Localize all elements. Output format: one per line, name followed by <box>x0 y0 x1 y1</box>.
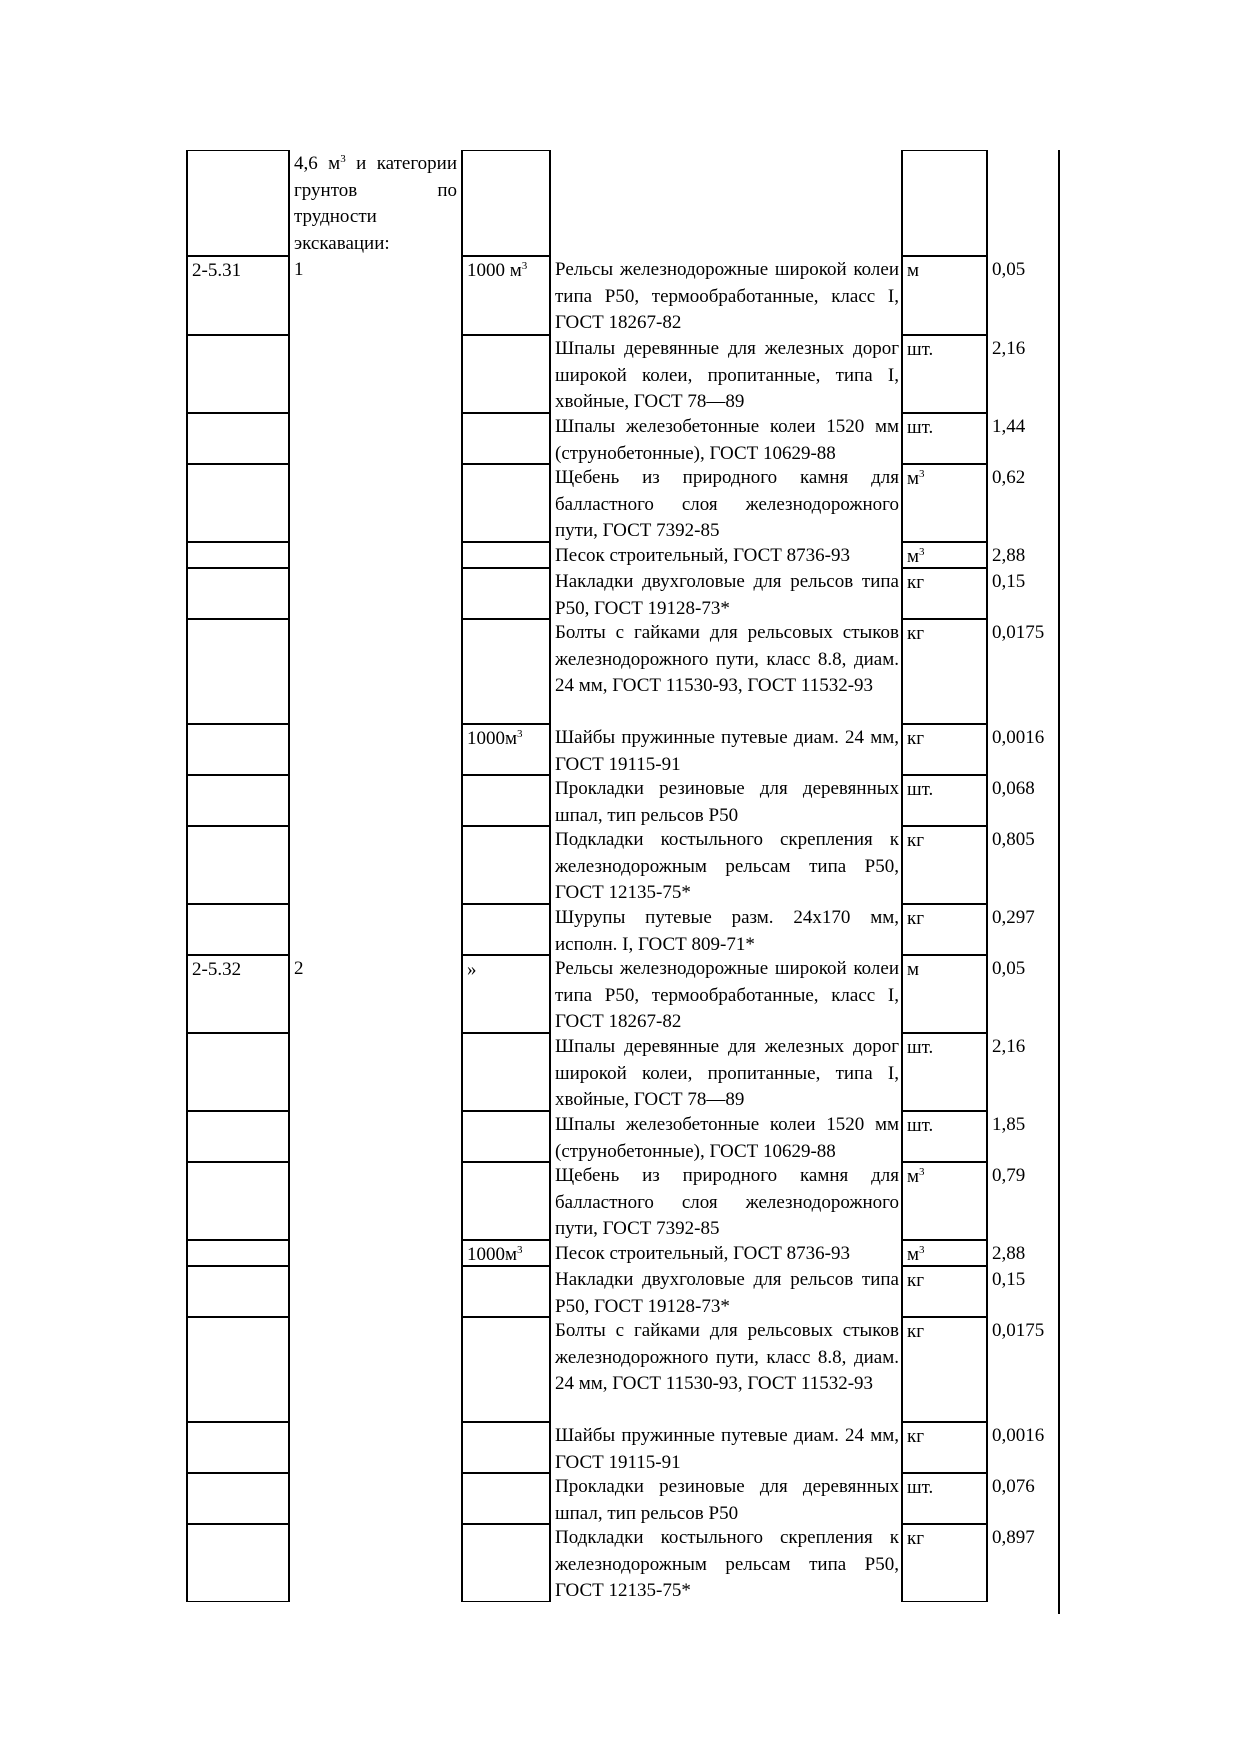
measure-cell-text: кг <box>907 623 925 644</box>
unit-cell <box>461 542 551 568</box>
material-cell <box>551 1240 901 1266</box>
code-cell <box>186 568 290 619</box>
category-cell <box>290 1111 461 1162</box>
material-cell <box>551 775 901 826</box>
code-cell <box>186 955 290 1033</box>
category-cell <box>290 464 461 542</box>
measure-cell <box>901 256 988 335</box>
material-cell <box>551 619 901 724</box>
unit-cell <box>461 775 551 826</box>
table-row <box>186 1524 1059 1602</box>
measure-cell-text: кг <box>907 908 925 929</box>
category-cell <box>290 619 461 724</box>
value-cell <box>988 1422 1059 1473</box>
table-row <box>186 1162 1059 1240</box>
category-cell <box>290 1162 461 1240</box>
category-cell <box>290 1240 461 1266</box>
category-cell <box>290 826 461 904</box>
category-cell <box>290 1422 461 1473</box>
value-cell <box>988 904 1059 955</box>
header-volume-sup: 3 <box>340 153 346 165</box>
unit-cell <box>461 464 551 542</box>
table-row <box>186 1033 1059 1111</box>
measure-cell-text: шт. <box>907 1115 934 1136</box>
unit-cell <box>461 724 551 775</box>
value-cell-text: 2,16 <box>992 1036 1026 1057</box>
value-cell-text: 1,85 <box>992 1114 1026 1135</box>
value-cell <box>988 1266 1059 1317</box>
measure-cell-text: кг <box>907 1528 925 1549</box>
table-row <box>186 568 1059 619</box>
measure-cell-text: кг <box>907 1321 925 1342</box>
value-cell-text: 0,62 <box>992 467 1026 488</box>
value-cell-text: 0,79 <box>992 1165 1026 1186</box>
code-cell <box>186 1240 290 1266</box>
category-cell <box>290 955 461 1033</box>
material-cell <box>551 1317 901 1422</box>
code-cell <box>186 413 290 464</box>
value-cell-text: 1,44 <box>992 416 1026 437</box>
header-volume: 4,6 м <box>294 153 341 174</box>
code-cell <box>186 1033 290 1111</box>
unit-cell-text: 1000м <box>467 728 518 749</box>
unit-cell-sup: 3 <box>517 1244 523 1256</box>
measure-cell <box>901 724 988 775</box>
material-cell <box>551 1266 901 1317</box>
material-cell <box>551 542 901 568</box>
table-row <box>186 619 1059 724</box>
table-header-row <box>186 150 1059 256</box>
unit-cell <box>461 904 551 955</box>
material-cell <box>551 335 901 413</box>
value-cell <box>988 1240 1059 1266</box>
value-cell-text: 0,897 <box>992 1527 1035 1548</box>
value-cell <box>988 542 1059 568</box>
code-cell <box>186 1524 290 1602</box>
material-cell-text: Шурупы путевые разм. 24х170 мм, исполн. I, ГОСТ 809-71* <box>555 907 899 955</box>
table-row <box>186 1111 1059 1162</box>
code-cell <box>186 464 290 542</box>
table-row <box>186 1240 1059 1266</box>
measure-cell-text: кг <box>907 572 925 593</box>
material-cell-text: Болты с гайками для рельсовых стыков железнодорожного пути, класс 8.8, диам. 24 мм, ГОСТ 11530-93, ГОСТ 11532-93 <box>555 1320 899 1394</box>
material-cell <box>551 568 901 619</box>
unit-cell-sup: 3 <box>517 728 523 740</box>
measure-cell <box>901 1317 988 1422</box>
category-cell <box>290 1524 461 1602</box>
table-row <box>186 1266 1059 1317</box>
measure-cell-text: шт. <box>907 779 934 800</box>
measure-cell-text: кг <box>907 1426 925 1447</box>
unit-cell-text: 1000 м <box>467 260 522 281</box>
measure-cell <box>901 568 988 619</box>
right-border-line <box>1058 150 1060 1614</box>
value-cell <box>988 955 1059 1033</box>
category-cell <box>290 568 461 619</box>
material-cell-text: Подкладки костыльного скрепления к железнодорожным рельсам типа Р50, ГОСТ 12135-75* <box>555 829 899 903</box>
table-body <box>186 256 1059 1602</box>
material-cell-text: Шайбы пружинные путевые диам. 24 мм, ГОСТ 19115-91 <box>555 727 899 775</box>
material-cell <box>551 256 901 335</box>
value-cell <box>988 413 1059 464</box>
measure-cell <box>901 464 988 542</box>
measure-cell-sup: 3 <box>919 546 925 558</box>
measure-cell <box>901 1524 988 1602</box>
unit-cell-text: » <box>467 959 477 980</box>
measure-cell <box>901 150 988 256</box>
material-cell-text: Шпалы деревянные для железных дорог широкой колеи, пропитанные, типа I, хвойные, ГОСТ 78—89 <box>555 1036 899 1110</box>
measure-cell-text: м <box>907 1166 920 1187</box>
measure-cell <box>901 413 988 464</box>
table-row <box>186 1473 1059 1524</box>
unit-cell <box>461 826 551 904</box>
unit-cell <box>461 1473 551 1524</box>
value-cell <box>988 1524 1059 1602</box>
measure-cell <box>901 619 988 724</box>
material-cell-text: Песок строительный, ГОСТ 8736-93 <box>555 545 850 566</box>
table-row <box>186 335 1059 413</box>
value-cell-text: 0,05 <box>992 958 1026 979</box>
code-cell <box>186 619 290 724</box>
value-cell-text: 0,297 <box>992 907 1035 928</box>
material-cell <box>551 150 901 256</box>
code-cell <box>186 1111 290 1162</box>
value-cell-text: 0,15 <box>992 571 1026 592</box>
unit-cell <box>461 1266 551 1317</box>
unit-cell <box>461 619 551 724</box>
measure-cell <box>901 1473 988 1524</box>
material-cell-text: Болты с гайками для рельсовых стыков железнодорожного пути, класс 8.8, диам. 24 мм, ГОСТ 11530-93, ГОСТ 11532-93 <box>555 622 899 696</box>
value-cell <box>988 1162 1059 1240</box>
measure-cell-text: кг <box>907 830 925 851</box>
unit-cell <box>461 955 551 1033</box>
measure-cell-text: м <box>907 546 920 567</box>
unit-cell <box>461 1033 551 1111</box>
material-cell-text: Подкладки костыльного скрепления к железнодорожным рельсам типа Р50, ГОСТ 12135-75* <box>555 1527 899 1601</box>
value-cell <box>988 150 1059 256</box>
code-cell <box>186 826 290 904</box>
code-cell <box>186 256 290 335</box>
measure-cell <box>901 542 988 568</box>
value-cell <box>988 256 1059 335</box>
value-cell-text: 0,068 <box>992 778 1035 799</box>
unit-cell-text: 1000м <box>467 1244 518 1265</box>
value-cell-text: 0,15 <box>992 1269 1026 1290</box>
value-cell-text: 0,805 <box>992 829 1035 850</box>
category-cell <box>290 150 461 256</box>
code-cell <box>186 542 290 568</box>
table-row <box>186 1317 1059 1422</box>
measure-cell-sup: 3 <box>919 1244 925 1256</box>
value-cell <box>988 826 1059 904</box>
measure-cell <box>901 955 988 1033</box>
measure-cell <box>901 1422 988 1473</box>
value-cell-text: 2,88 <box>992 545 1026 566</box>
measure-cell-text: кг <box>907 728 925 749</box>
value-cell-text: 0,05 <box>992 259 1026 280</box>
measure-cell <box>901 1033 988 1111</box>
material-cell-text: Рельсы железнодорожные широкой колеи типа Р50, термообработанные, класс I, ГОСТ 18267-82 <box>555 259 899 333</box>
table-row <box>186 464 1059 542</box>
measure-cell <box>901 1266 988 1317</box>
material-cell-text: Шпалы деревянные для железных дорог широкой колеи, пропитанные, типа I, хвойные, ГОСТ 78—89 <box>555 338 899 412</box>
material-cell-text: Щебень из природного камня для балластного слоя железнодорожного пути, ГОСТ 7392-85 <box>555 1165 899 1239</box>
unit-cell-sup: 3 <box>521 260 528 272</box>
value-cell <box>988 1033 1059 1111</box>
table-row <box>186 542 1059 568</box>
value-cell <box>988 619 1059 724</box>
measure-cell-sup: 3 <box>919 468 925 480</box>
material-cell <box>551 1033 901 1111</box>
material-cell <box>551 904 901 955</box>
category-cell <box>290 775 461 826</box>
category-cell <box>290 1266 461 1317</box>
value-cell <box>988 724 1059 775</box>
measure-cell-text: кг <box>907 1270 925 1291</box>
measure-cell <box>901 1162 988 1240</box>
value-cell <box>988 1473 1059 1524</box>
material-cell <box>551 1473 901 1524</box>
material-cell-text: Прокладки резиновые для деревянных шпал, тип рельсов Р50 <box>555 778 899 826</box>
code-cell <box>186 904 290 955</box>
value-cell <box>988 335 1059 413</box>
table-row <box>186 904 1059 955</box>
code-cell <box>186 724 290 775</box>
measure-cell-text: м <box>907 260 920 281</box>
code-cell <box>186 150 290 256</box>
value-cell <box>988 464 1059 542</box>
measure-cell-text: шт. <box>907 339 934 360</box>
table-row <box>186 775 1059 826</box>
value-cell-text: 0,0016 <box>992 1425 1045 1446</box>
category-cell <box>290 413 461 464</box>
material-cell-text: Накладки двухголовые для рельсов типа Р50, ГОСТ 19128-73* <box>555 571 899 619</box>
category-cell <box>290 904 461 955</box>
measure-cell <box>901 775 988 826</box>
unit-cell <box>461 568 551 619</box>
code-cell-text: 2-5.32 <box>192 959 242 980</box>
code-cell <box>186 775 290 826</box>
category-cell-text: 2 <box>294 958 304 979</box>
material-cell <box>551 1524 901 1602</box>
category-cell <box>290 335 461 413</box>
code-cell <box>186 1422 290 1473</box>
unit-cell <box>461 1111 551 1162</box>
unit-cell <box>461 150 551 256</box>
category-cell <box>290 1473 461 1524</box>
code-cell <box>186 1317 290 1422</box>
code-cell <box>186 1266 290 1317</box>
measure-cell-text: м <box>907 959 920 980</box>
header-category-text: и категории грунтов по трудности экскавации: <box>294 153 457 254</box>
material-cell <box>551 464 901 542</box>
material-cell <box>551 955 901 1033</box>
material-cell-text: Шайбы пружинные путевые диам. 24 мм, ГОСТ 19115-91 <box>555 1425 899 1473</box>
measure-cell-text: м <box>907 1244 920 1265</box>
category-cell-text: 1 <box>294 259 304 280</box>
material-cell <box>551 1422 901 1473</box>
material-cell <box>551 1111 901 1162</box>
value-cell-text: 2,16 <box>992 338 1026 359</box>
value-cell-text: 0,0175 <box>992 622 1045 643</box>
category-cell <box>290 256 461 335</box>
material-cell <box>551 413 901 464</box>
table-row <box>186 724 1059 775</box>
unit-cell <box>461 256 551 335</box>
unit-cell <box>461 1240 551 1266</box>
table-row <box>186 955 1059 1033</box>
unit-cell <box>461 1524 551 1602</box>
unit-cell <box>461 1317 551 1422</box>
material-cell-text: Прокладки резиновые для деревянных шпал, тип рельсов Р50 <box>555 1476 899 1524</box>
measure-cell <box>901 1111 988 1162</box>
code-cell-text: 2-5.31 <box>192 260 242 281</box>
table-row <box>186 256 1059 335</box>
code-cell <box>186 1473 290 1524</box>
material-cell-text: Рельсы железнодорожные широкой колеи типа Р50, термообработанные, класс I, ГОСТ 18267-82 <box>555 958 899 1032</box>
unit-cell <box>461 1162 551 1240</box>
measure-cell <box>901 1240 988 1266</box>
code-cell <box>186 1162 290 1240</box>
unit-cell <box>461 335 551 413</box>
category-cell <box>290 1317 461 1422</box>
category-cell <box>290 1033 461 1111</box>
value-cell <box>988 1317 1059 1422</box>
table-row <box>186 826 1059 904</box>
measure-cell <box>901 826 988 904</box>
material-cell <box>551 724 901 775</box>
value-cell <box>988 568 1059 619</box>
material-cell-text: Песок строительный, ГОСТ 8736-93 <box>555 1243 850 1264</box>
measure-cell-text: шт. <box>907 1477 934 1498</box>
measure-cell-sup: 3 <box>919 1166 925 1178</box>
material-cell-text: Шпалы железобетонные колеи 1520 мм (струнобетонные), ГОСТ 10629-88 <box>555 1114 899 1162</box>
table-row <box>186 413 1059 464</box>
value-cell-text: 0,0016 <box>992 727 1045 748</box>
value-cell-text: 0,0175 <box>992 1320 1045 1341</box>
category-cell <box>290 542 461 568</box>
value-cell-text: 2,88 <box>992 1243 1026 1264</box>
unit-cell <box>461 1422 551 1473</box>
table-row <box>186 1422 1059 1473</box>
material-cell-text: Накладки двухголовые для рельсов типа Р50, ГОСТ 19128-73* <box>555 1269 899 1317</box>
measure-cell-text: шт. <box>907 1037 934 1058</box>
value-cell <box>988 1111 1059 1162</box>
measure-cell <box>901 904 988 955</box>
measure-cell-text: шт. <box>907 417 934 438</box>
measure-cell-text: м <box>907 468 920 489</box>
norms-table <box>186 150 1059 1602</box>
material-cell <box>551 826 901 904</box>
value-cell <box>988 775 1059 826</box>
material-cell-text: Щебень из природного камня для балластного слоя железнодорожного пути, ГОСТ 7392-85 <box>555 467 899 541</box>
unit-cell <box>461 413 551 464</box>
material-cell-text: Шпалы железобетонные колеи 1520 мм (струнобетонные), ГОСТ 10629-88 <box>555 416 899 464</box>
category-cell <box>290 724 461 775</box>
code-cell <box>186 335 290 413</box>
value-cell-text: 0,076 <box>992 1476 1035 1497</box>
material-cell <box>551 1162 901 1240</box>
measure-cell <box>901 335 988 413</box>
